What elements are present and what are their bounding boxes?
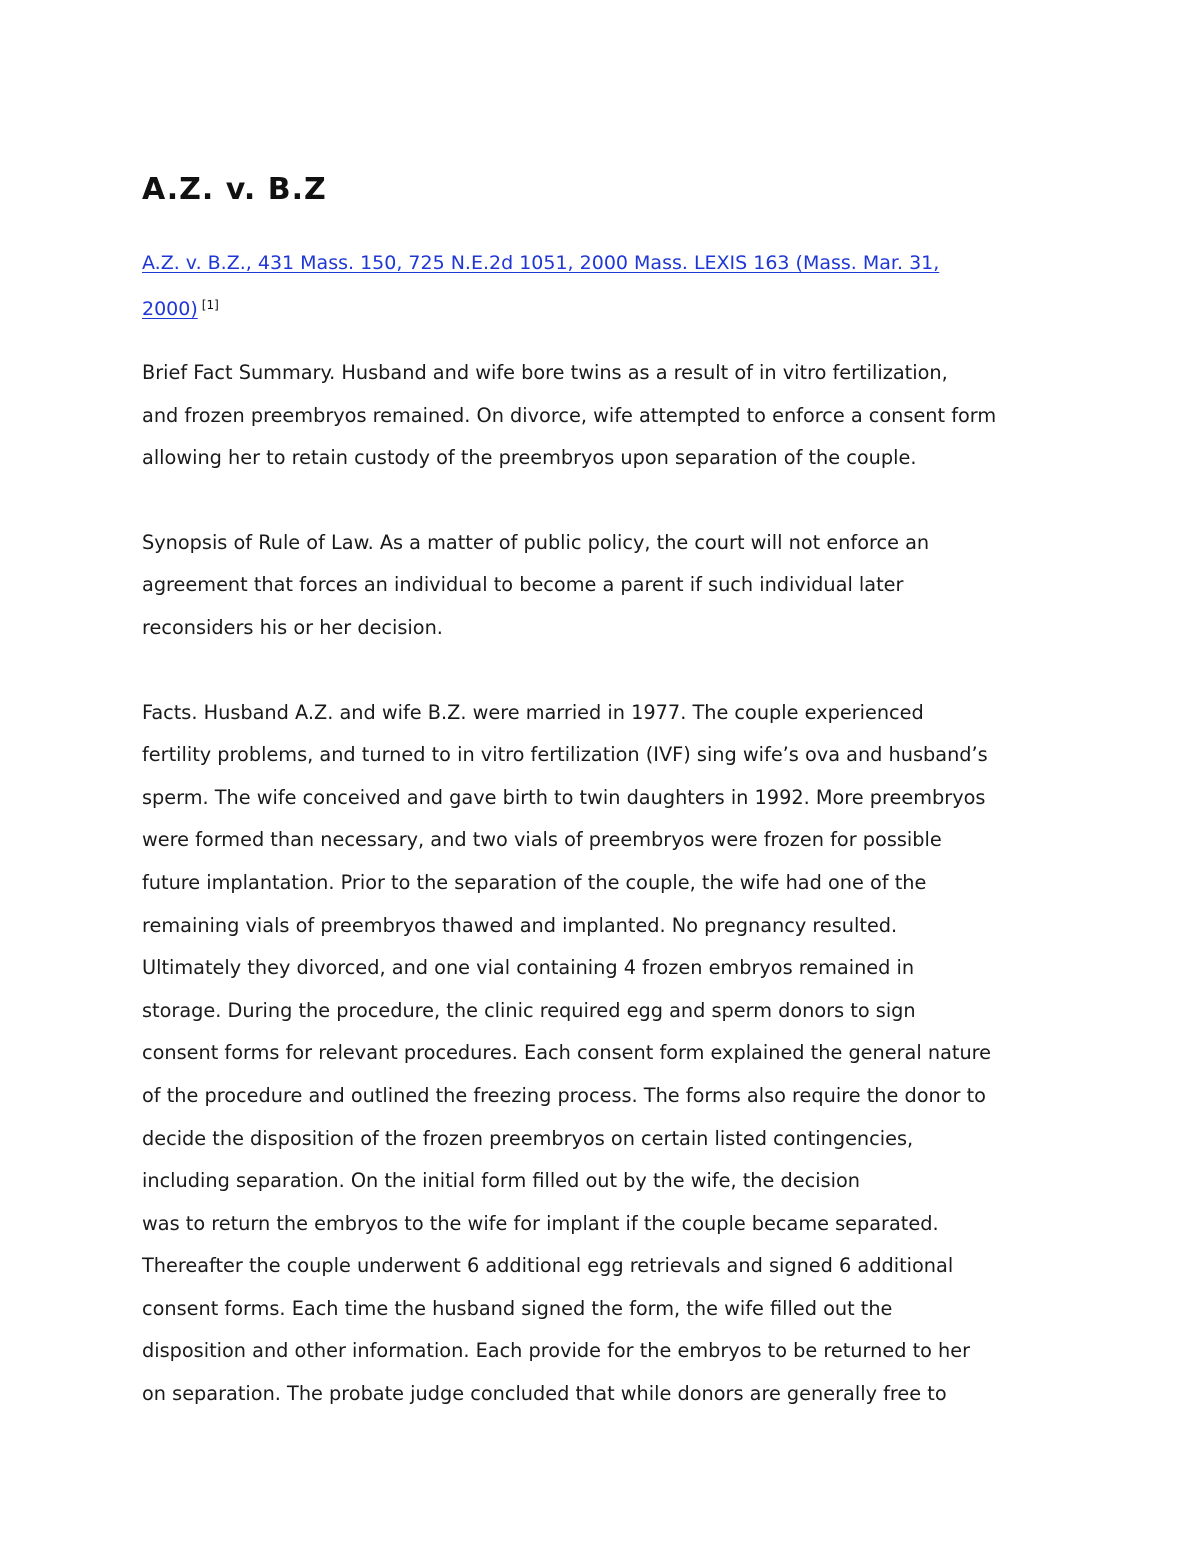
text-line: was to return the embryos to the wife for implant if the couple became separated. [142,1211,939,1235]
footnote-ref[interactable]: [1] [201,298,219,312]
facts-paragraph [142,692,1072,1416]
brief-fact-summary-paragraph [142,352,1072,480]
text-line: decide the disposition of the frozen preembryos on certain listed contingencies, [142,1126,914,1150]
text-line: remaining vials of preembryos thawed and implanted. No pregnancy resulted. [142,913,898,937]
text-line: fertility problems, and turned to in vitro fertilization (IVF) sing wife’s ova and husband’s [142,743,988,767]
text-line: on separation. The probate judge concluded that while donors are generally free to [142,1382,947,1406]
text-line: and frozen preembryos remained. On divorce, wife attempted to enforce a consent form [142,403,997,427]
text-line: Facts. Husband A.Z. and wife B.Z. were married in 1977. The couple experienced [142,700,924,724]
case-citation [142,242,1072,330]
text-line: storage. During the procedure, the clinic required egg and sperm donors to sign [142,998,916,1022]
text-line: future implantation. Prior to the separation of the couple, the wife had one of the [142,870,927,894]
text-line: reconsiders his or her decision. [142,615,443,639]
citation-link-line1: A.Z. v. B.Z., 431 Mass. 150, 725 N.E.2d 1051, 2000 Mass. LEXIS 163 (Mass. Mar. 31, [142,252,940,274]
text-line: were formed than necessary, and two vials of preembryos were frozen for possible [142,828,942,852]
text-line: agreement that forces an individual to become a parent if such individual later [142,573,904,597]
text-line: sperm. The wife conceived and gave birth to twin daughters in 1992. More preembryos [142,785,986,809]
text-line: Thereafter the couple underwent 6 additional egg retrievals and signed 6 additional [142,1254,954,1278]
synopsis-paragraph [142,522,1072,650]
text-line: Brief Fact Summary. Husband and wife bore twins as a result of in vitro fertilization, [142,361,948,384]
text-line: of the procedure and outlined the freezing process. The forms also require the donor to [142,1083,986,1107]
text-line: consent forms for relevant procedures. Each consent form explained the general nature [142,1041,992,1065]
text-line: Synopsis of Rule of Law. As a matter of public policy, the court will not enforce an [142,530,930,554]
text-line: allowing her to retain custody of the preembryos upon separation of the couple. [142,446,917,470]
text-line: Ultimately they divorced, and one vial containing 4 frozen embryos remained in [142,956,915,980]
text-line: consent forms. Each time the husband signed the form, the wife filled out the [142,1296,893,1320]
case-title: A.Z. v. B.Z [142,172,327,207]
body-text [142,352,1072,1416]
text-line: including separation. On the initial form filled out by the wife, the decision [142,1169,861,1193]
citation-link-line2: 2000) [142,298,198,320]
document-page [142,170,1072,1458]
citation-link[interactable] [142,252,939,320]
text-line: disposition and other information. Each provide for the embryos to be returned to her [142,1339,971,1363]
